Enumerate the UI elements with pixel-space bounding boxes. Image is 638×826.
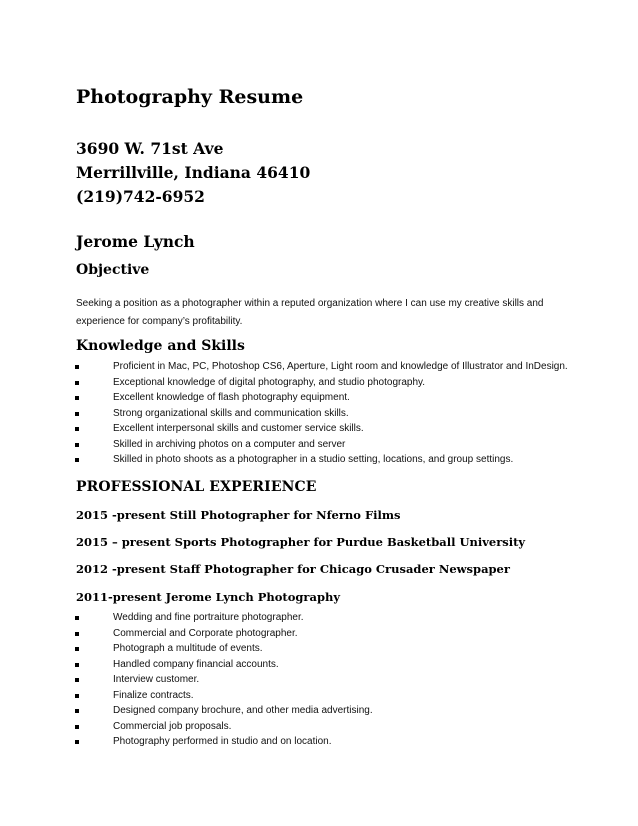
list-item — [0, 376, 638, 392]
bullet-icon — [75, 694, 79, 698]
list-item — [0, 673, 638, 689]
duty-text: Wedding and fine portraiture photographer. — [113, 612, 304, 623]
objective-heading: Objective — [76, 262, 150, 278]
bullet-icon — [75, 412, 79, 416]
experience-entry-2: 2015 – present Sports Photographer for Purdue Basketball University — [76, 535, 526, 549]
experience-heading: PROFESSIONAL EXPERIENCE — [76, 479, 317, 495]
skill-text: Excellent interpersonal skills and customer service skills. — [113, 423, 364, 434]
duty-text: Handled company financial accounts. — [113, 658, 279, 670]
experience-entry-1: 2015 -present Still Photographer for Nferno Films — [76, 508, 401, 522]
skills-heading: Knowledge and Skills — [76, 338, 245, 354]
list-item — [0, 422, 638, 438]
candidate-name: Jerome Lynch — [76, 232, 195, 251]
page-title: Photography Resume — [76, 86, 304, 108]
experience-entry-4: 2011-present Jerome Lynch Photography — [76, 590, 341, 604]
duty-text: Finalize contracts. — [113, 689, 194, 701]
duty-text: Photography performed in studio and on location. — [113, 736, 332, 747]
bullet-icon — [75, 663, 79, 667]
list-item — [0, 611, 638, 627]
list-item — [0, 438, 638, 454]
duty-text: Photograph a multitude of events. — [113, 643, 263, 654]
list-item — [0, 642, 638, 658]
duty-text: Commercial job proposals. — [113, 720, 232, 732]
duty-text: Interview customer. — [113, 674, 200, 685]
bullet-icon — [75, 725, 79, 729]
bullet-icon — [75, 616, 79, 620]
list-item — [0, 453, 638, 469]
bullet-icon — [75, 396, 79, 400]
bullet-icon — [75, 647, 79, 651]
bullet-icon — [75, 381, 79, 385]
bullet-icon — [75, 443, 79, 447]
list-item — [0, 407, 638, 423]
bullet-icon — [75, 678, 79, 682]
address-line-2: Merrillville, Indiana 46410 — [76, 163, 311, 182]
bullet-icon — [75, 709, 79, 713]
skill-text: Excellent knowledge of flash photography equipment. — [113, 392, 350, 403]
skill-text: Proficient in Mac, PC, Photoshop CS6, Aperture, Light room and knowledge of Illustrator and InDesign. — [113, 361, 568, 372]
skills-list — [0, 360, 638, 469]
skill-text: Exceptional knowledge of digital photography, and studio photography. — [113, 376, 426, 388]
list-item — [0, 658, 638, 674]
list-item — [0, 704, 638, 720]
duties-list — [0, 611, 638, 751]
bullet-icon — [75, 365, 79, 369]
objective-text: Seeking a position as a photographer within a reputed organization where I can use my creative skills and experience for company’s profitability. — [76, 298, 544, 327]
list-item — [0, 720, 638, 736]
list-item — [0, 689, 638, 705]
address-line-1: 3690 W. 71st Ave — [76, 139, 224, 158]
duty-text: Designed company brochure, and other media advertising. — [113, 705, 373, 716]
list-item — [0, 391, 638, 407]
phone-number: (219)742-6952 — [76, 187, 205, 206]
bullet-icon — [75, 632, 79, 636]
bullet-icon — [75, 427, 79, 431]
list-item — [0, 735, 638, 751]
bullet-icon — [75, 740, 79, 744]
skill-text: Skilled in photo shoots as a photographer in a studio setting, locations, and group settings. — [113, 454, 514, 465]
skill-text: Strong organizational skills and communication skills. — [113, 407, 349, 419]
bullet-icon — [75, 458, 79, 462]
list-item — [0, 360, 638, 376]
duty-text: Commercial and Corporate photographer. — [113, 627, 298, 639]
list-item — [0, 627, 638, 643]
experience-entry-3: 2012 -present Staff Photographer for Chicago Crusader Newspaper — [76, 562, 510, 576]
skill-text: Skilled in archiving photos on a computer and server — [113, 438, 346, 450]
